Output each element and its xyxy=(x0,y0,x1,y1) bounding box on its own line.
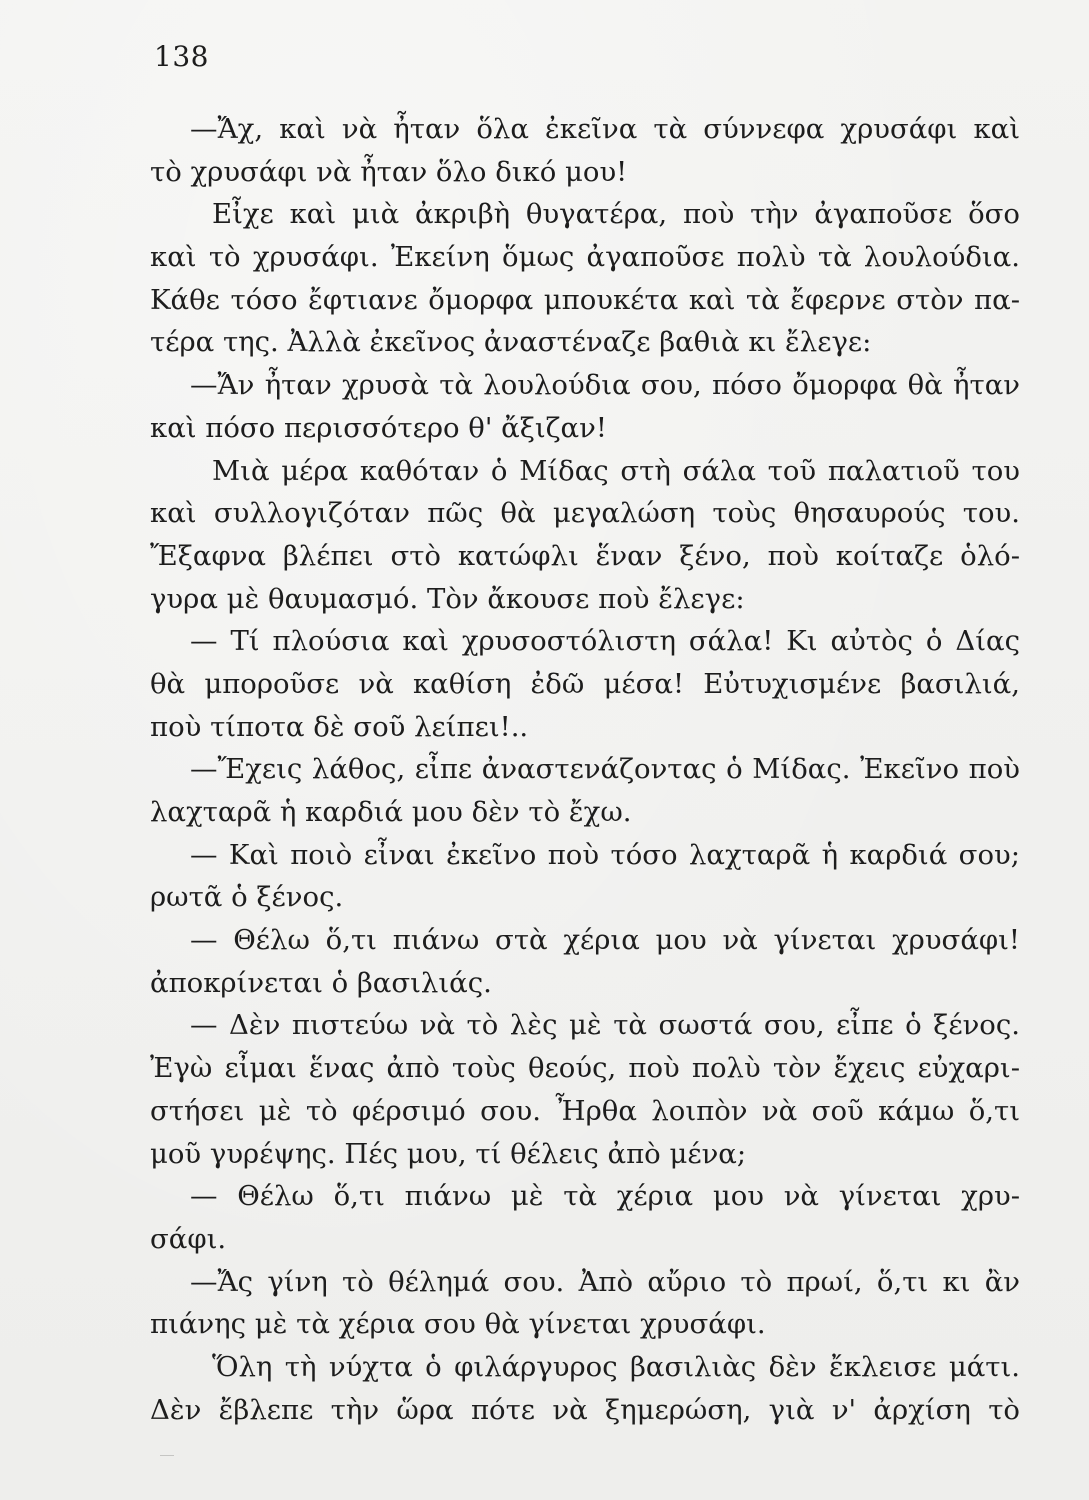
page-number: 138 xyxy=(154,40,209,73)
text-line: —Ἄς γίνη τὸ θέλημά σου. Ἀπὸ αὔριο τὸ πρωί, ὅ,τι κι ἂν xyxy=(190,1265,1020,1298)
text-line: Ἔξαφνα βλέπει στὸ κατώφλι ἕναν ξένο, ποὺ κοίταζε ὁλό- xyxy=(150,539,1020,572)
text-line: καὶ πόσο περισσότερο θ' ἄξιζαν! xyxy=(150,411,607,444)
text-line: —Ἄχ, καὶ νὰ ἦταν ὅλα ἐκεῖνα τὰ σύννεφα χρυσάφι καὶ xyxy=(190,113,1020,145)
text-line: — Καὶ ποιὸ εἶναι ἐκεῖνο ποὺ τόσο λαχταρᾶ ἡ καρδιά σου; xyxy=(190,838,1020,871)
text-line: —Ἔχεις λάθος, εἶπε ἀναστενάζοντας ὁ Μίδας. Ἐκεῖνο ποὺ xyxy=(190,753,1020,786)
text-line: Εἶχε καὶ μιὰ ἀκριβὴ θυγατέρα, ποὺ τὴν ἀγαποῦσε ὅσο xyxy=(212,198,1020,231)
text-line: — Θέλω ὅ,τι πιάνω μὲ τὰ χέρια μου νὰ γίνεται χρυ- xyxy=(190,1180,1020,1213)
text-line: θὰ μποροῦσε νὰ καθίση ἐδῶ μέσα! Εὐτυχισμένε βασιλιά, xyxy=(150,667,1020,700)
page-smudge xyxy=(160,1455,174,1464)
text-line: καὶ τὸ χρυσάφι. Ἐκείνη ὅμως ἀγαποῦσε πολὺ τὰ λουλούδια. xyxy=(150,241,1020,274)
text-line: — Τί πλούσια καὶ χρυσοστόλιστη σάλα! Κι αὐτὸς ὁ Δίας xyxy=(190,625,1020,658)
text-line: σάφι. xyxy=(150,1222,227,1255)
text-line: καὶ συλλογιζόταν πῶς θὰ μεγαλώση τοὺς θησαυρούς του. xyxy=(150,497,1020,530)
text-line: — Δὲν πιστεύω νὰ τὸ λὲς μὲ τὰ σωστά σου, εἶπε ὁ ξένος. xyxy=(190,1009,1020,1042)
text-line: τέρα της. Ἀλλὰ ἐκεῖνος ἀναστέναζε βαθιὰ κι ἔλεγε: xyxy=(150,326,872,359)
text-line: Μιὰ μέρα καθόταν ὁ Μίδας στὴ σάλα τοῦ παλατιοῦ του xyxy=(212,454,1020,487)
text-line: ποὺ τίποτα δὲ σοῦ λείπει!.. xyxy=(150,710,529,743)
text-line: Κάθε τόσο ἔφτιανε ὄμορφα μπουκέτα καὶ τὰ ἔφερνε στὸν πα- xyxy=(150,283,1020,316)
text-line: τὸ χρυσάφι νὰ ἦταν ὅλο δικό μου! xyxy=(150,155,628,188)
body-text xyxy=(150,108,1020,1431)
text-line: Δὲν ἔβλεπε τὴν ὥρα πότε νὰ ξημερώση, γιὰ ν' ἀρχίση τὸ xyxy=(150,1393,1020,1426)
text-line: Ὅλη τὴ νύχτα ὁ φιλάργυρος βασιλιὰς δὲν ἔκλεισε μάτι. xyxy=(212,1350,1020,1383)
text-line: στήσει μὲ τὸ φέρσιμό σου. Ἦρθα λοιπὸν νὰ σοῦ κάμω ὅ,τι xyxy=(150,1094,1020,1127)
text-line: λαχταρᾶ ἡ καρδιά μου δὲν τὸ ἔχω. xyxy=(150,796,632,828)
text-line: Ἐγὼ εἶμαι ἕνας ἀπὸ τοὺς θεούς, ποὺ πολὺ τὸν ἔχεις εὐχαρι- xyxy=(150,1052,1020,1085)
text-line: ρωτᾶ ὁ ξένος. xyxy=(150,881,344,914)
text-line: γυρα μὲ θαυμασμό. Τὸν ἄκουσε ποὺ ἔλεγε: xyxy=(150,582,745,615)
text-line: — Θέλω ὅ,τι πιάνω στὰ χέρια μου νὰ γίνεται χρυσάφι! xyxy=(190,924,1020,957)
text-line: μοῦ γυρέψης. Πές μου, τί θέλεις ἀπὸ μένα; xyxy=(150,1137,747,1170)
text-line: —Ἄν ἦταν χρυσὰ τὰ λουλούδια σου, πόσο ὄμορφα θὰ ἦταν xyxy=(190,369,1020,402)
text-line: πιάνης μὲ τὰ χέρια σου θὰ γίνεται χρυσάφι. xyxy=(150,1308,766,1341)
text-line: ἀποκρίνεται ὁ βασιλιάς. xyxy=(150,966,492,999)
